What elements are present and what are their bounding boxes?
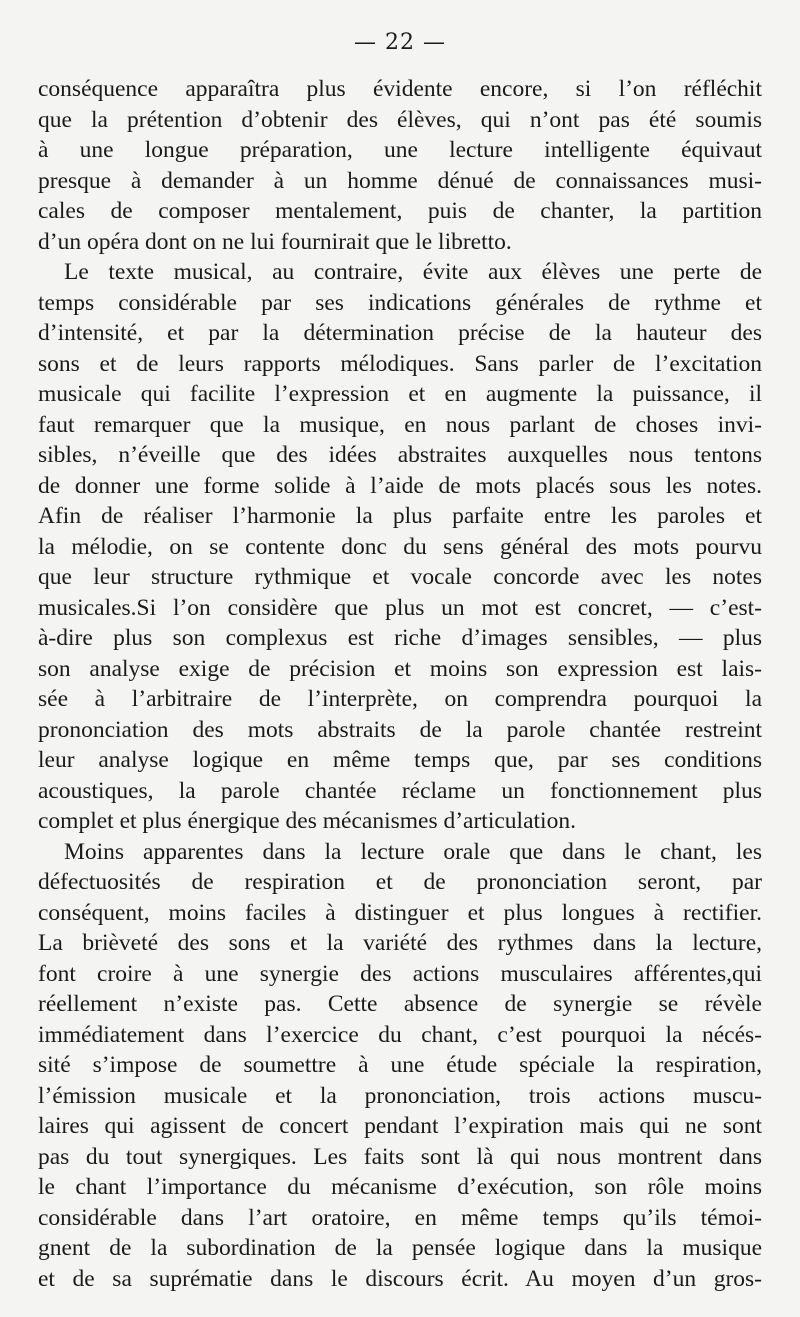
text-line: font croire à une synergie des actions musculaires afférentes,qui [38, 960, 762, 987]
text-line: à une longue préparation, une lecture intelligente équivaut [38, 137, 762, 163]
text-line: gnent de la subordination de la pensée logique dans la musique [38, 1235, 762, 1261]
text-line: leur analyse logique en même temps que, par ses conditions [38, 747, 762, 773]
text-line: sibles, n’éveille que des idées abstraites auxquelles nous tentons [38, 442, 762, 468]
text-line: complet et plus énergique des mécanismes d’articulation. [38, 808, 576, 834]
text-line: d’un opéra dont on ne lui fournirait que le libretto. [38, 228, 512, 255]
text-line: temps considérable par ses indications générales de rythme et [38, 289, 762, 316]
text-line: défectuosités de respiration et de prononciation seront, par [38, 869, 762, 895]
text-line: que leur structure rythmique et vocale concorde avec les notes [38, 564, 762, 590]
text-line: laires qui agissent de concert pendant l’expiration mais qui ne sont [38, 1113, 762, 1139]
paragraph-start-line: Moins apparentes dans la lecture orale que dans le chant, les [64, 838, 762, 865]
text-line: sité s’impose de soumettre à une étude spéciale la respiration, [38, 1052, 762, 1078]
text-line: et de sa suprématie dans le discours écrit. Au moyen d’un gros- [38, 1265, 762, 1292]
text-line: son analyse exige de précision et moins son expression est lais- [38, 655, 762, 682]
body-text [38, 74, 762, 1294]
text-line: conséquent, moins faciles à distinguer et plus longues à rectifier. [38, 899, 762, 926]
text-line: d’intensité, et par la détermination précise de la hauteur des [38, 320, 762, 346]
text-line: immédiatement dans l’exercice du chant, c’est pourquoi la nécés- [38, 1021, 762, 1048]
text-line: Afin de réaliser l’harmonie la plus parfaite entre les paroles et [38, 503, 762, 529]
paragraph-start-line: Le texte musical, au contraire, évite aux élèves une perte de [64, 259, 762, 285]
text-line: considérable dans l’art oratoire, en même temps qu’ils témoi- [38, 1204, 762, 1231]
text-line: réellement n’existe pas. Cette absence de synergie se révèle [38, 991, 762, 1017]
text-line: cales de composer mentalement, puis de chanter, la partition [38, 198, 762, 224]
text-line: l’émission musicale et la prononciation, trois actions muscu- [38, 1082, 762, 1109]
text-line: le chant l’importance du mécanisme d’exécution, son rôle moins [38, 1174, 762, 1200]
text-line: pas du tout synergiques. Les faits sont là qui nous montrent dans [38, 1143, 762, 1170]
text-line: conséquence apparaîtra plus évidente encore, si l’on réfléchit [38, 76, 762, 102]
page-number: — 22 — [354, 30, 446, 55]
text-line: La brièveté des sons et la variété des rythmes dans la lecture, [38, 930, 762, 956]
text-line: presque à demander à un homme dénué de connaissances musi- [38, 167, 762, 194]
text-line: faut remarquer que la musique, en nous parlant de choses invi- [38, 411, 762, 438]
text-line: musicale qui facilite l’expression et en augmente la puissance, il [38, 381, 762, 407]
text-line: acoustiques, la parole chantée réclame un fonctionnement plus [38, 777, 762, 804]
text-line: à-dire plus son complexus est riche d’images sensibles, — plus [38, 625, 762, 651]
text-line: musicales.Si l’on considère que plus un mot est concret, — c’est- [38, 594, 762, 621]
text-line: sons et de leurs rapports mélodiques. Sans parler de l’excitation [38, 350, 762, 377]
text-line: prononciation des mots abstraits de la parole chantée restreint [38, 716, 762, 743]
text-line: la mélodie, on se contente donc du sens général des mots pourvu [38, 533, 762, 560]
text-line: sée à l’arbitraire de l’interprète, on comprendra pourquoi la [38, 686, 762, 712]
text-line: de donner une forme solide à l’aide de mots placés sous les notes. [38, 472, 762, 499]
text-line: que la prétention d’obtenir des élèves, qui n’ont pas été soumis [38, 106, 762, 133]
